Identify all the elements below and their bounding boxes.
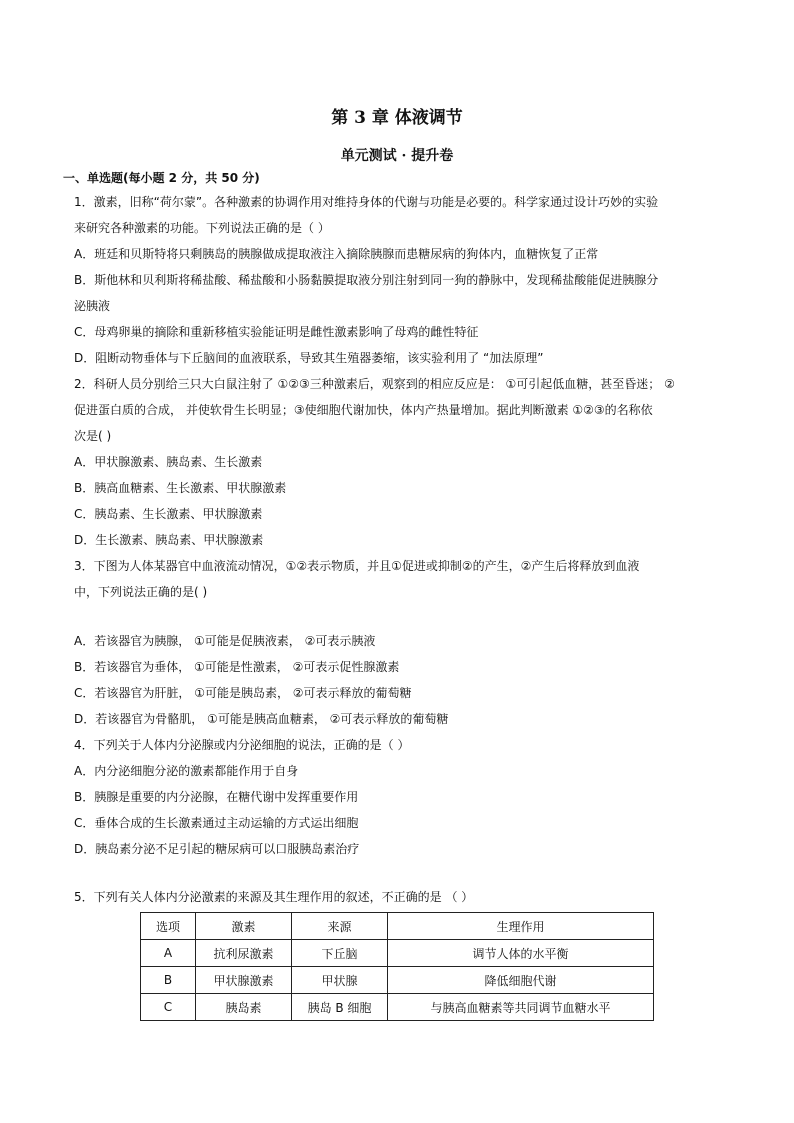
q5-table: [140, 912, 654, 1021]
table-header-cell: 生理作用: [388, 913, 654, 940]
table-cell: C: [141, 994, 196, 1021]
table-header-row: [141, 913, 654, 940]
table-row: [141, 967, 654, 994]
table-row: [141, 994, 654, 1021]
table-cell: 与胰高血糖素等共同调节血糖水平: [388, 994, 654, 1021]
q1-option-a: A．班廷和贝斯特将只剩胰岛的胰腺做成提取液注入摘除胰腺而患糖尿病的狗体内，血糖恢复了正常: [74, 247, 599, 261]
q1-option-d: D．阻断动物垂体与下丘脑间的血液联系，导致其生殖器萎缩，该实验利用了 “加法原理”: [74, 351, 544, 365]
section-heading: 一、单选题(每小题 2 分，共 50 分): [63, 171, 260, 185]
table-row: [141, 940, 654, 967]
table-cell: A: [141, 940, 196, 967]
q4-option-b: B．胰腺是重要的内分泌腺，在糖代谢中发挥重要作用: [74, 790, 359, 804]
table-cell: 甲状腺激素: [196, 967, 292, 994]
q3-option-b: B．若该器官为垂体， ①可能是性激素， ②可表示促性腺激素: [74, 660, 400, 674]
q1-line-2: 来研究各种激素的功能。下列说法正确的是（ ）: [74, 221, 330, 235]
q4-option-a: A．内分泌细胞分泌的激素都能作用于自身: [74, 764, 299, 778]
q4-line-1: 4．下列关于人体内分泌腺或内分泌细胞的说法，正确的是（ ）: [74, 738, 410, 752]
q4-option-c: C．垂体合成的生长激素通过主动运输的方式运出细胞: [74, 816, 359, 830]
q3-line-1: 3．下图为人体某器官中血液流动情况，①②表示物质，并且①促进或抑制②的产生，②产生后将释放到血液: [74, 559, 640, 573]
table-cell: 降低细胞代谢: [388, 967, 654, 994]
q2-line-1: 2．科研人员分别给三只大白鼠注射了 ①②③三种激素后，观察到的相应反应是： ①可引起低血糖，甚至昏迷； ②: [74, 377, 675, 391]
table-header-cell: 选项: [141, 913, 196, 940]
q5-line-1: 5．下列有关人体内分泌激素的来源及其生理作用的叙述，不正确的是 （ ）: [74, 890, 474, 904]
q2-option-c: C．胰岛素、生长激素、甲状腺激素: [74, 507, 263, 521]
q1-line-1: 1．激素，旧称“荷尔蒙”。各种激素的协调作用对维持身体的代谢与功能是必要的。科学家通过设计巧妙的实验: [74, 195, 659, 209]
table-cell: 下丘脑: [292, 940, 388, 967]
page-title: 第 3 章 体液调节: [331, 108, 463, 128]
table-header-cell: 来源: [292, 913, 388, 940]
table-header-cell: 激素: [196, 913, 292, 940]
q3-option-d: D．若该器官为骨骼肌， ①可能是胰高血糖素， ②可表示释放的葡萄糖: [74, 712, 449, 726]
q4-option-d: D．胰岛素分泌不足引起的糖尿病可以口服胰岛素治疗: [74, 842, 360, 856]
q2-option-d: D．生长激素、胰岛素、甲状腺激素: [74, 533, 264, 547]
table-cell: 甲状腺: [292, 967, 388, 994]
q3-line-2: 中，下列说法正确的是( ): [74, 585, 208, 599]
q2-line-3: 次是( ): [74, 429, 112, 443]
q2-option-b: B．胰高血糖素、生长激素、甲状腺激素: [74, 481, 287, 495]
q1-option-b-cont: 泌胰液: [74, 299, 111, 313]
q2-line-2: 促进蛋白质的合成， 并使软骨生长明显；③使细胞代谢加快，体内产热量增加。据此判断激素 ①②③的名称依: [74, 403, 653, 417]
q1-option-b: B．斯他林和贝利斯将稀盐酸、稀盐酸和小肠黏膜提取液分别注射到同一狗的静脉中，发现稀盐酸能促进胰腺分: [74, 273, 659, 287]
q1-option-c: C．母鸡卵巢的摘除和重新移植实验能证明是雌性激素影响了母鸡的雌性特征: [74, 325, 479, 339]
q3-option-a: A．若该器官为胰腺， ①可能是促胰液素， ②可表示胰液: [74, 634, 376, 648]
q2-option-a: A．甲状腺激素、胰岛素、生长激素: [74, 455, 263, 469]
table-cell: 抗利尿激素: [196, 940, 292, 967]
table-cell: 胰岛 B 细胞: [292, 994, 388, 1021]
table-cell: 调节人体的水平衡: [388, 940, 654, 967]
table-cell: 胰岛素: [196, 994, 292, 1021]
q3-option-c: C．若该器官为肝脏， ①可能是胰岛素， ②可表示释放的葡萄糖: [74, 686, 412, 700]
table-cell: B: [141, 967, 196, 994]
page-subtitle: 单元测试 · 提升卷: [340, 148, 454, 164]
